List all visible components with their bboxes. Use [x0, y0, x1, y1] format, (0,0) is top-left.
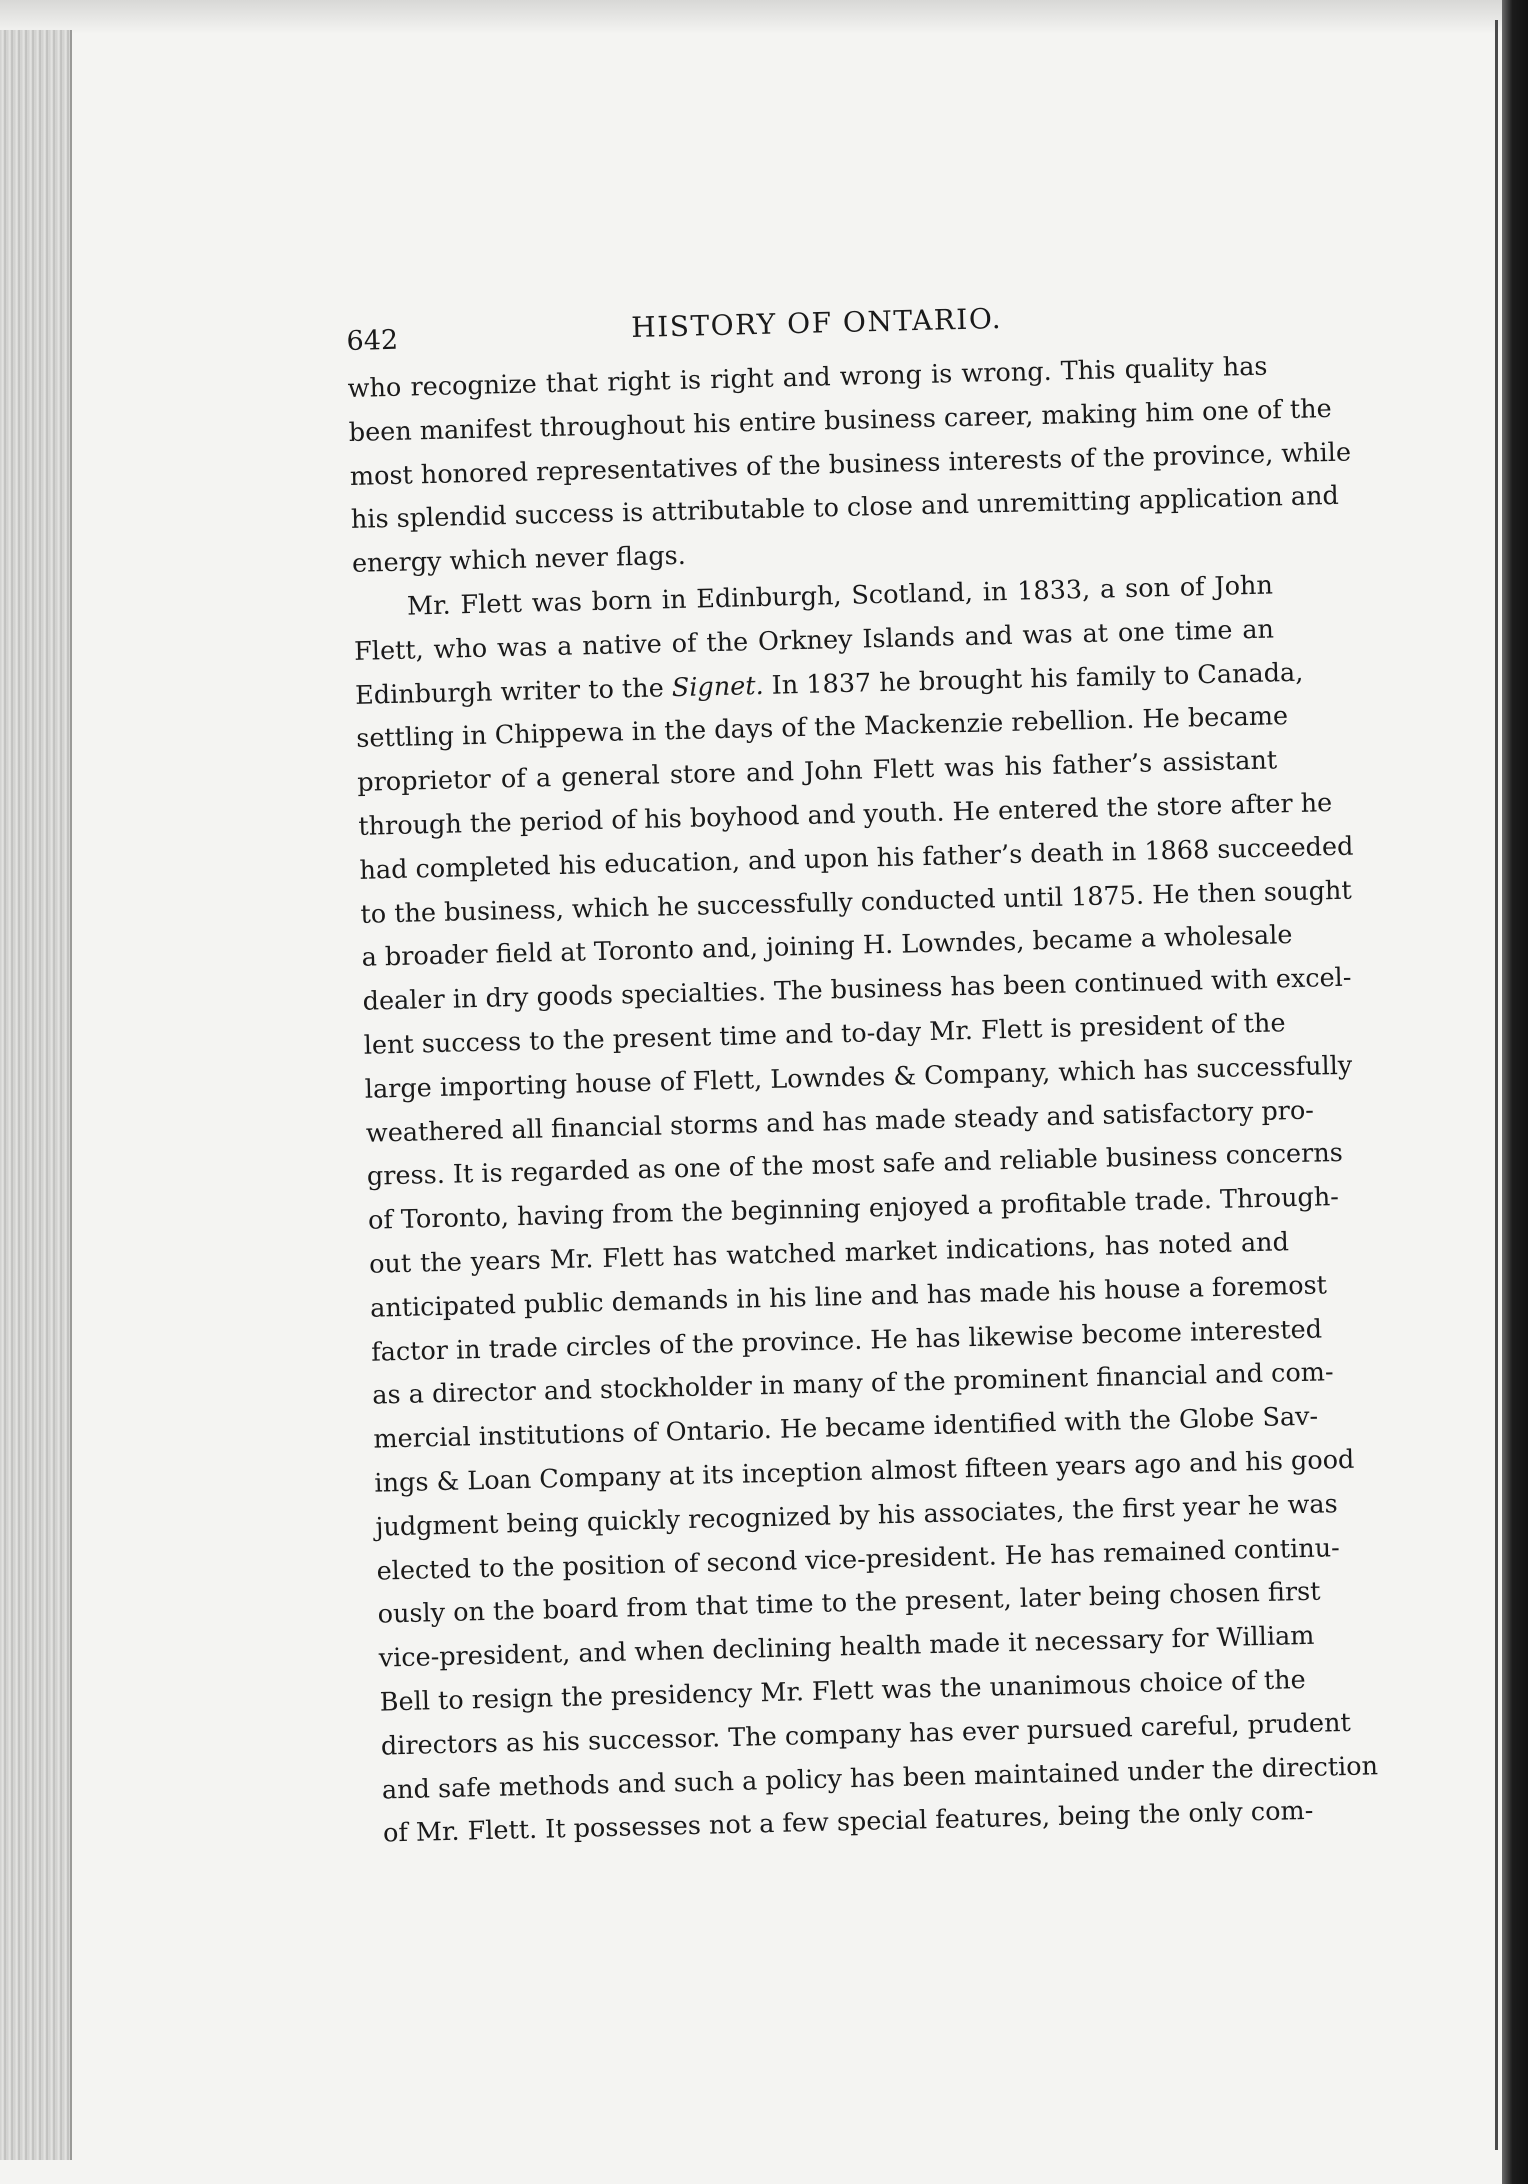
- italic-signet: Signet.: [671, 670, 764, 703]
- text-line: through the period of his boyhood and youth. He entered the store after he: [358, 788, 1333, 842]
- text-line: lent success to the present time and to-day Mr. Flett is president of the: [363, 1008, 1286, 1061]
- text-line: judgment being quickly recognized by his associates, the first year he was: [375, 1488, 1339, 1543]
- text-line: a broader field at Toronto and, joining H. Lowndes, became a wholesale: [361, 920, 1293, 974]
- text-line: had completed his education, and upon his father’s death in 1868 succeeded: [359, 831, 1354, 886]
- top-shadow: [0, 0, 1528, 34]
- header-title: HISTORY OF ONTARIO.: [630, 301, 1003, 345]
- text-line: ously on the board from that time to the present, later being chosen first: [377, 1576, 1321, 1630]
- text-line: directors as his successor. The company has ever pursued careful, prudent: [380, 1707, 1352, 1762]
- text-line: weathered all financial storms and has made steady and satisfactory pro-: [365, 1095, 1315, 1149]
- text-line: factor in trade circles of the province. He has likewise become interested: [370, 1313, 1323, 1368]
- page-number: 642: [346, 324, 399, 357]
- text-line: been manifest throughout his entire business career, making him one of the: [348, 393, 1333, 448]
- text-line: of Toronto, having from the beginning enjoyed a profitable trade. Through-: [367, 1182, 1340, 1236]
- text-line: settling in Chippewa in the days of the Mackenzie rebellion. He became: [355, 701, 1289, 755]
- text-span: In 1837 he brought his family to Canada,: [763, 657, 1304, 701]
- text-line: elected to the position of second vice-president. He has remained continu-: [376, 1532, 1341, 1587]
- text-line: energy which never flags.: [351, 540, 687, 580]
- page-stack-edge: [0, 30, 72, 2160]
- text-line: his splendid success is attributable to close and unremitting application and: [350, 481, 1340, 536]
- text-line: dealer in dry goods specialties. The business has been continued with excel-: [362, 962, 1352, 1017]
- text-line: mercial institutions of Ontario. He became identified with the Globe Sav-: [373, 1401, 1319, 1455]
- text-line: anticipated public demands in his line and has made his house a foremost: [369, 1270, 1328, 1324]
- paragraph-1: [347, 346, 1352, 587]
- paragraph-2: [353, 564, 1379, 1856]
- text-line: as a director and stockholder in many of the prominent financial and com-: [371, 1357, 1334, 1412]
- text-line: Bell to resign the presidency Mr. Flett was the unanimous choice of the: [379, 1664, 1307, 1718]
- right-book-edge: [1502, 0, 1528, 2184]
- text-line: out the years Mr. Flett has watched market indications, has noted and: [368, 1227, 1290, 1280]
- text-line: and safe methods and such a policy has been maintained under the direction: [381, 1750, 1379, 1806]
- binding-line: [1495, 20, 1498, 2150]
- text-line: most honored representatives of the business interests of the province, while: [349, 437, 1352, 492]
- text-line: who recognize that right is right and wrong is wrong. This quality has: [347, 351, 1268, 404]
- text-line: to the business, which he successfully conducted until 1875. He then sought: [360, 875, 1353, 930]
- text-span: Edinburgh writer to the: [354, 672, 673, 711]
- text-line: proprietor of a general store and John Flett was his father’s assistant: [356, 745, 1278, 799]
- text-line: ings & Loan Company at its inception almost fifteen years ago and his good: [374, 1444, 1355, 1499]
- text-line: of Mr. Flett. It possesses not a few special features, being the only com-: [382, 1796, 1314, 1849]
- text-line: large importing house of Flett, Lowndes & Company, which has successfully: [364, 1050, 1353, 1105]
- text-line: vice-president, and when declining health made it necessary for William: [378, 1620, 1315, 1674]
- text-line: Mr. Flett was born in Edinburgh, Scotland, in 1833, a son of John: [406, 570, 1274, 622]
- text-line: Flett, who was a native of the Orkney Islands and was at one time an: [353, 614, 1275, 667]
- page-text-block: [346, 296, 1379, 1857]
- text-line: gress. It is regarded as one of the most safe and reliable business concerns: [366, 1138, 1344, 1193]
